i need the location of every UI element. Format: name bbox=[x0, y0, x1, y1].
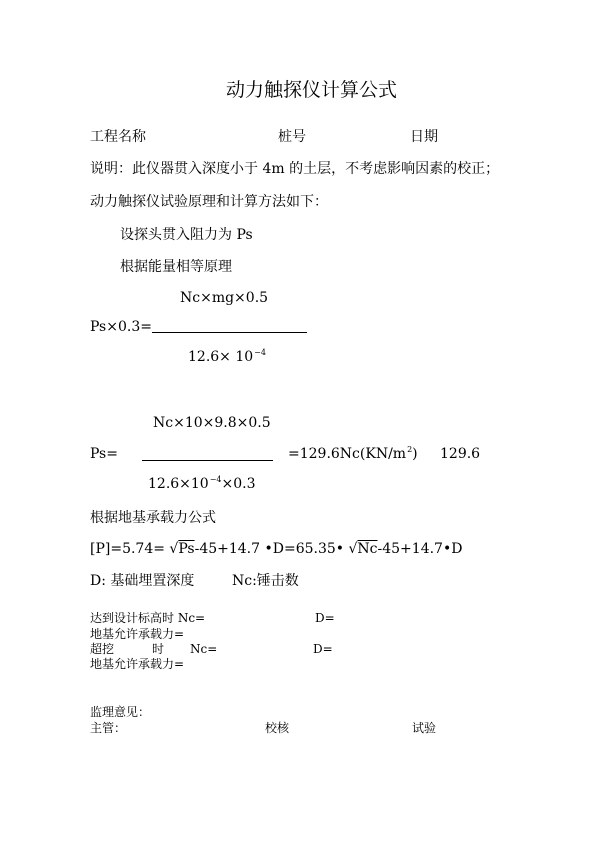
bearing-heading: 根据地基承载力公式 bbox=[90, 510, 216, 526]
supervisor-opinion: 监理意见： bbox=[90, 705, 151, 719]
formula2-denominator: $12.6\times 10^{-4}\times 0.3$ bbox=[148, 475, 256, 492]
date-label: 日期 bbox=[410, 129, 438, 145]
formula1-lhs: Ps×0.3= bbox=[90, 319, 152, 335]
formula1-denominator: $12.6\times 10^{-4}$ bbox=[188, 348, 266, 365]
supervisor-label: 主管： bbox=[90, 721, 127, 735]
formula2-lhs: Ps= bbox=[90, 446, 118, 462]
formula2-fraction-line bbox=[142, 460, 273, 461]
allowable-capacity-1: 地基允许承载力= bbox=[90, 627, 185, 641]
formula2-numerator: Nc×10×9.8×0.5 bbox=[153, 415, 271, 431]
test-label: 试验 bbox=[412, 721, 437, 735]
formula2-coefficient: 129.6 bbox=[440, 446, 481, 462]
note-text: 说明：此仪器贯入深度小于 4m 的土层，不考虑影响因素的校正； bbox=[90, 161, 500, 177]
overdig-time: 时 bbox=[152, 642, 165, 656]
definition-d: D: 基础埋置深度 bbox=[90, 573, 195, 589]
overdig-label: 超挖 bbox=[90, 642, 115, 656]
overdig-d: D= bbox=[313, 642, 333, 656]
formula1-numerator: Nc×mg×0.5 bbox=[180, 290, 269, 306]
check-label: 校核 bbox=[265, 721, 290, 735]
formula1-fraction-line bbox=[152, 332, 307, 333]
pile-number-label: 桩号 bbox=[278, 129, 306, 145]
allowable-capacity-2: 地基允许承载力= bbox=[90, 657, 185, 671]
principle-text: 根据能量相等原理 bbox=[120, 259, 232, 275]
design-elevation-label: 达到设计标高时 Nc= bbox=[90, 611, 206, 625]
bearing-formula: [P]=5.74= √Ps-45+14.7 •D=65.35• √Nc-45+14.7•D bbox=[90, 541, 463, 557]
definition-nc: Nc:锤击数 bbox=[232, 573, 299, 589]
design-elevation-d: D= bbox=[315, 611, 335, 625]
formula2-result: $=129.6Nc(KN/m^2)$ bbox=[288, 445, 418, 462]
project-name-label: 工程名称 bbox=[90, 129, 146, 145]
method-text: 动力触探仪试验原理和计算方法如下： bbox=[90, 194, 328, 210]
page-title: 动力触探仪计算公式 bbox=[226, 79, 398, 101]
overdig-nc: Nc= bbox=[190, 642, 218, 656]
assumption-text: 设探头贯入阻力为 Ps bbox=[120, 227, 253, 243]
